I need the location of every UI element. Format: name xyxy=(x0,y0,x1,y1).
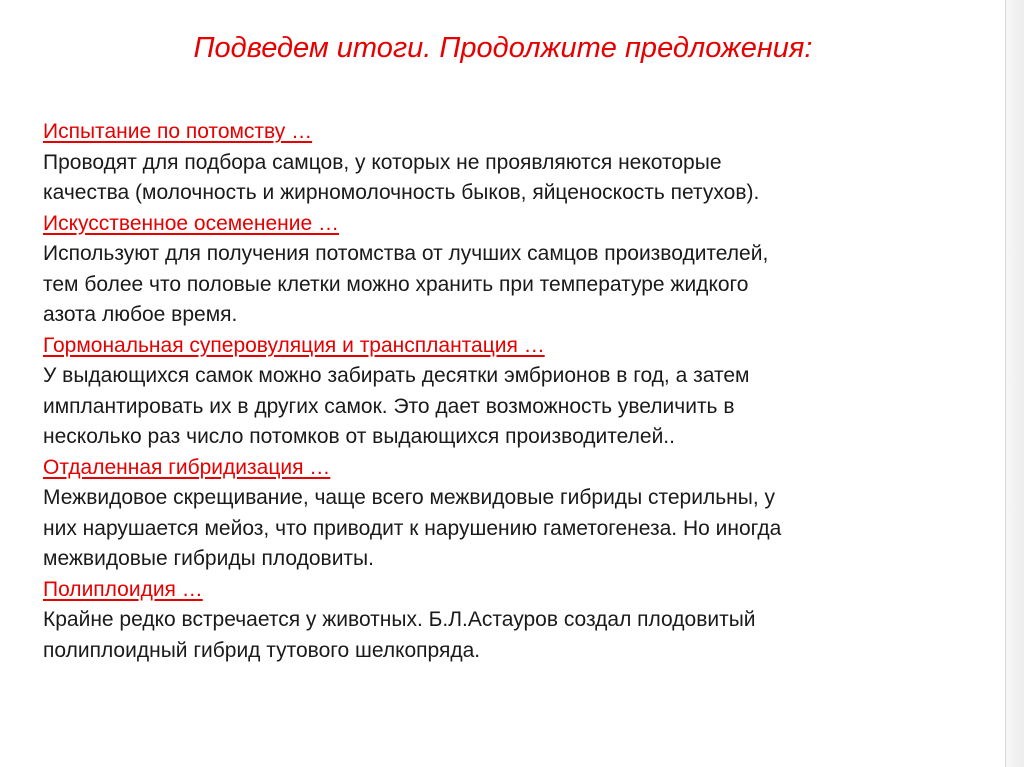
section-text-line: качества (молочность и жирномолочность быков, яйценоскость петухов). xyxy=(43,181,760,204)
section-distant-hybridization xyxy=(43,453,963,575)
section-text-line: У выдающихся самок можно забирать десятки эмбрионов в год, а затем xyxy=(43,364,750,387)
section-heading: Испытание по потомству … xyxy=(43,120,313,143)
section-text-line: имплантировать их в других самок. Это дает возможность увеличить в xyxy=(43,394,735,418)
section-progeny-testing xyxy=(43,117,963,209)
slide-title: Подведем итоги. Продолжите предложения: xyxy=(193,32,813,64)
section-polyploidy xyxy=(43,575,963,667)
section-text-line: азота любое время. xyxy=(43,303,238,326)
slide-content xyxy=(43,117,963,666)
section-text-line: Крайне редко встречается у животных. Б.Л.Астауров создал плодовитый xyxy=(43,608,756,631)
section-text-line: Проводят для подбора самцов, у которых не проявляются некоторые xyxy=(43,150,722,174)
section-heading: Полиплоидия … xyxy=(43,577,203,601)
section-text-line: Используют для получения потомства от лучших самцов производителей, xyxy=(43,242,769,265)
section-text-line: них нарушается мейоз, что приводит к нарушению гаметогенеза. Но иногда xyxy=(43,516,782,540)
section-heading: Отдаленная гибридизация … xyxy=(43,455,331,479)
section-hormonal-superovulation xyxy=(43,331,963,453)
slide-frame-edge xyxy=(1005,0,1024,767)
section-text-line: Межвидовое скрещивание, чаще всего межвидовые гибриды стерильны, у xyxy=(43,486,776,509)
section-heading: Гормональная суперовуляция и трансплантация … xyxy=(43,333,545,357)
section-text-line: несколько раз число потомков от выдающихся производителей.. xyxy=(43,425,675,448)
section-text-line: межвидовые гибриды плодовиты. xyxy=(43,547,374,570)
section-text-line: тем более что половые клетки можно хранить при температуре жидкого xyxy=(43,272,749,296)
section-heading: Искусственное осеменение … xyxy=(43,211,339,235)
section-text-line: полиплоидный гибрид тутового шелкопряда. xyxy=(43,638,481,662)
section-artificial-insemination xyxy=(43,209,963,331)
